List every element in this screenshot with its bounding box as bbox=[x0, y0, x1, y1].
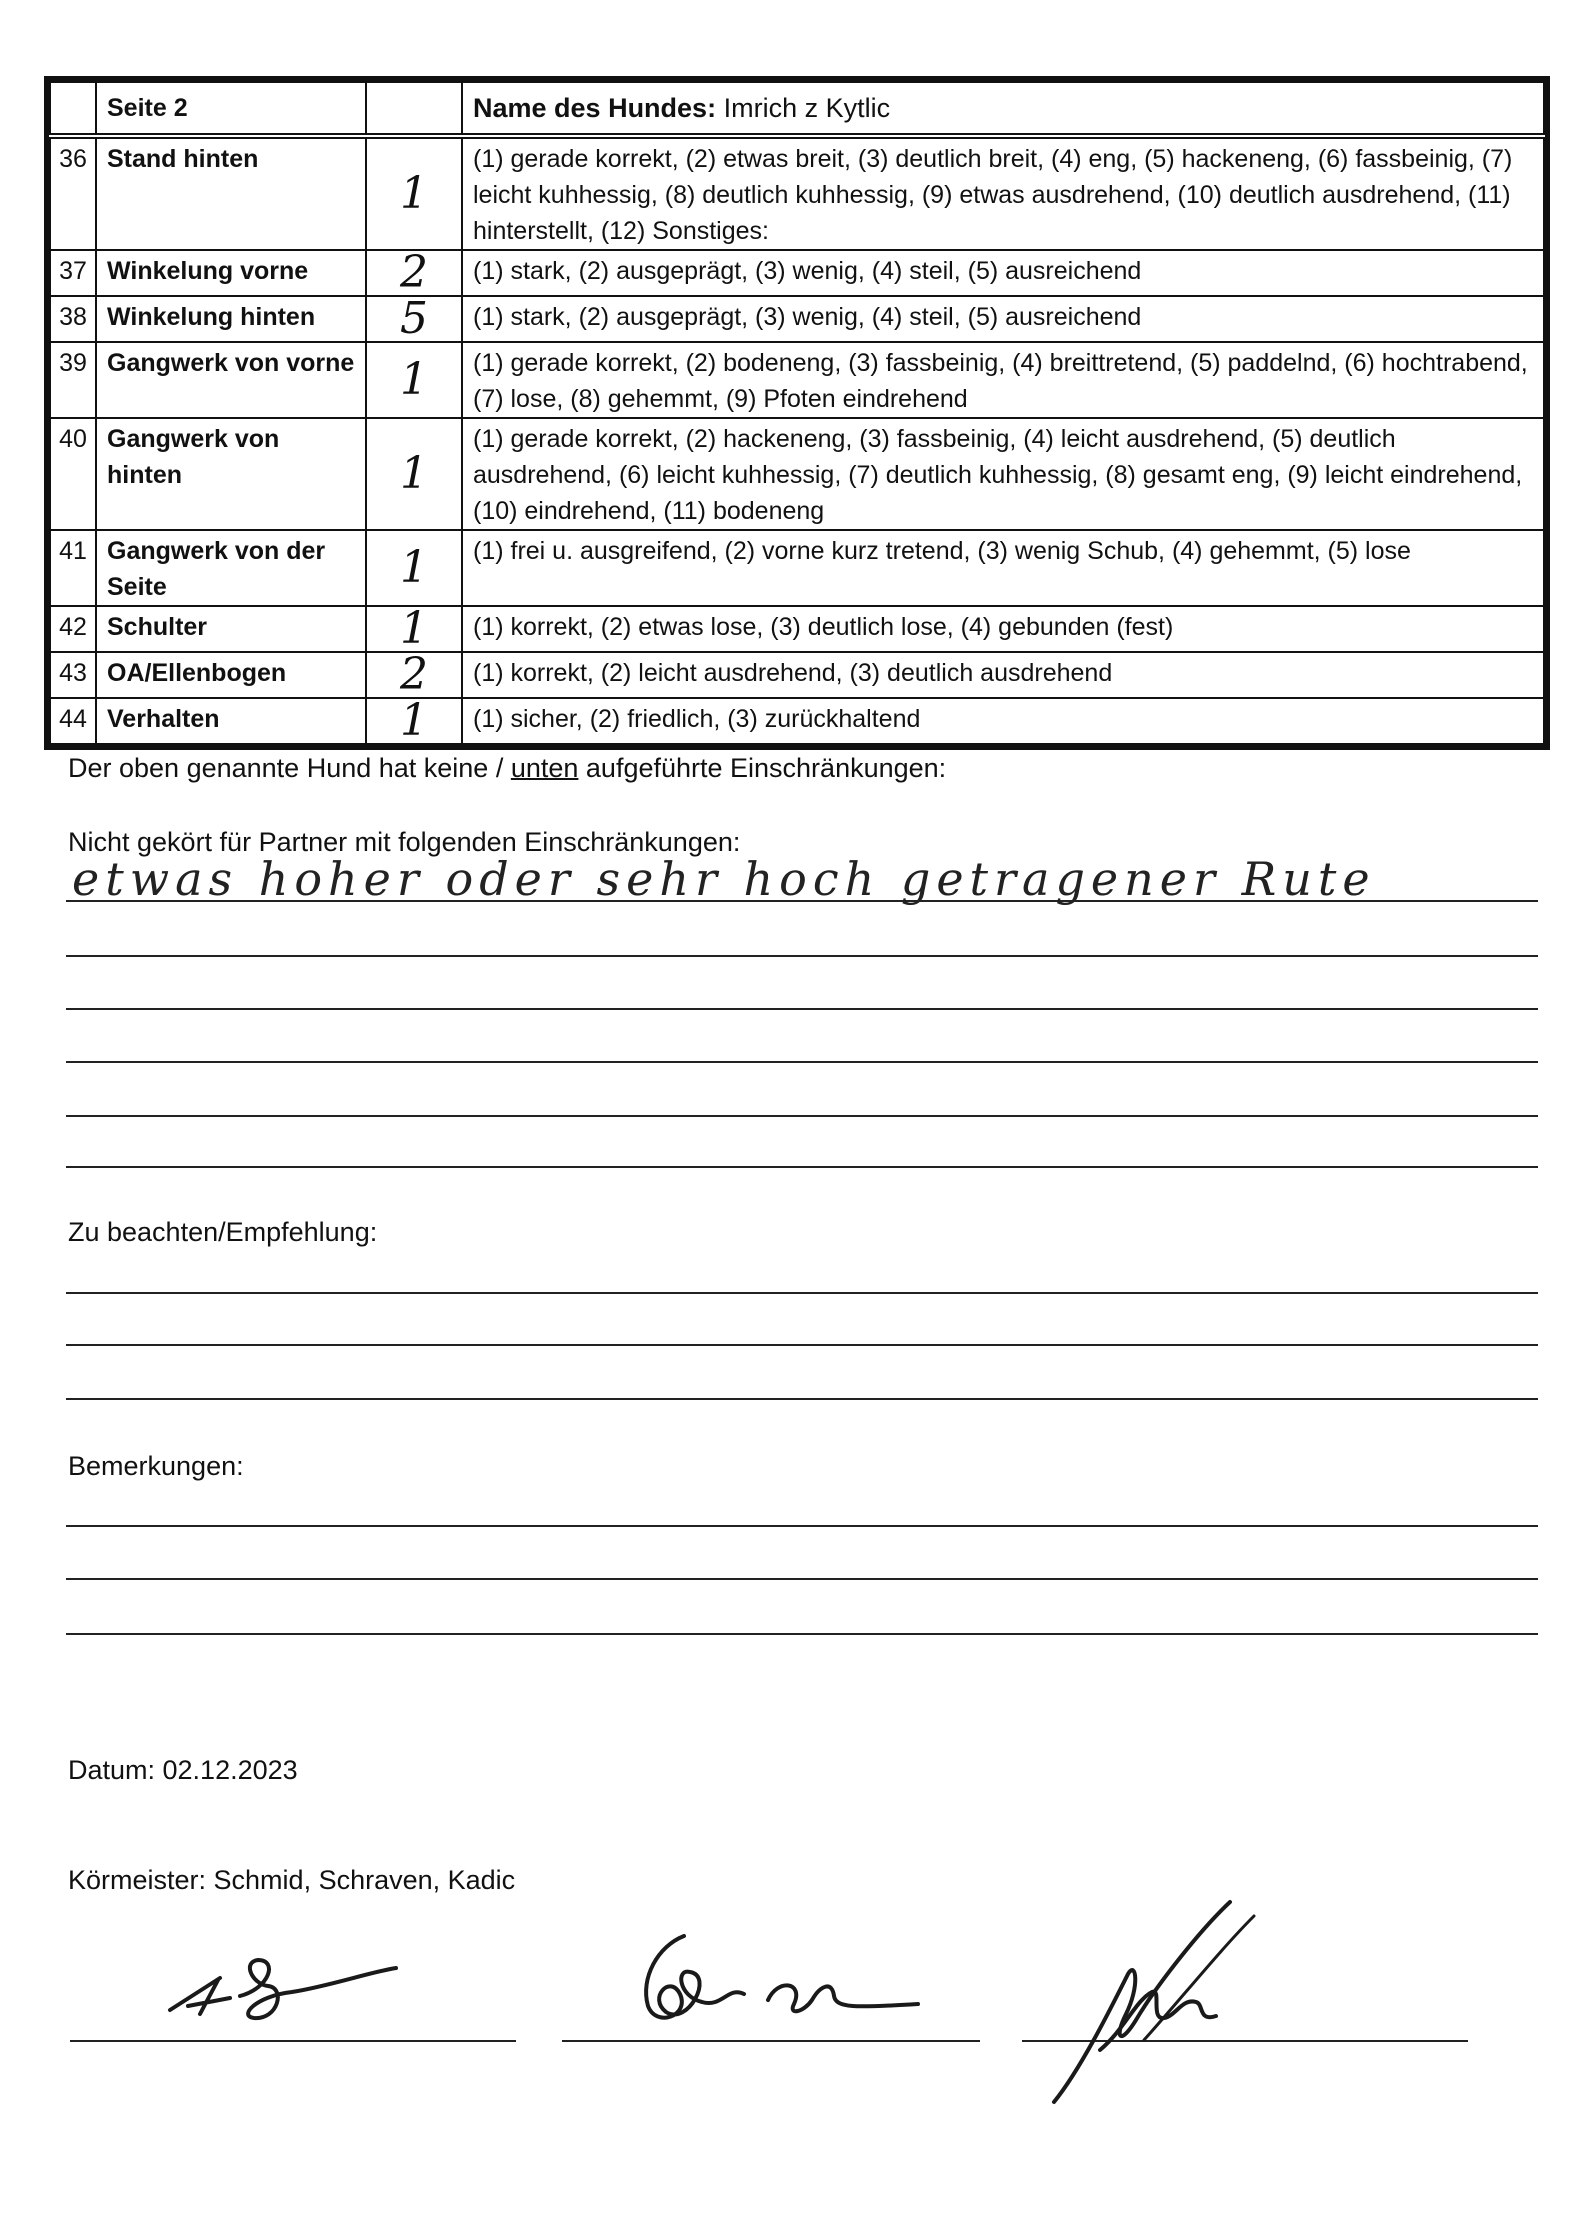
restriction-line-6[interactable] bbox=[66, 1166, 1538, 1168]
criterion-label: Gangwerk von vorne bbox=[96, 342, 366, 418]
dog-name-label: Name des Hundes: bbox=[473, 93, 717, 123]
options-text: (1) korrekt, (2) leicht ausdrehend, (3) deutlich ausdrehend bbox=[462, 652, 1544, 698]
score-field[interactable]: 5 bbox=[366, 296, 462, 342]
remarks-line-1[interactable] bbox=[66, 1525, 1538, 1527]
table-row bbox=[50, 698, 1544, 744]
criterion-label: Schulter bbox=[96, 606, 366, 652]
options-text: (1) gerade korrekt, (2) hackeneng, (3) fassbeinig, (4) leicht ausdrehend, (5) deutlich ausdrehend, (6) leicht kuhhessig, (7) deutlich kuhhessig, (8) gesamt eng, (9) leicht eindrehend, (10) eindrehend, (11) bodeneng bbox=[462, 418, 1544, 530]
options-text: (1) sicher, (2) friedlich, (3) zurückhaltend bbox=[462, 698, 1544, 744]
table-row bbox=[50, 136, 1544, 250]
criterion-label: OA/Ellenbogen bbox=[96, 652, 366, 698]
recommendation-line-3[interactable] bbox=[66, 1398, 1538, 1400]
restriction-line-1[interactable] bbox=[66, 900, 1538, 902]
signature-1-icon bbox=[160, 1938, 420, 2028]
row-number: 44 bbox=[50, 698, 96, 744]
recommendation-line-1[interactable] bbox=[66, 1292, 1538, 1294]
score-field[interactable]: 2 bbox=[366, 250, 462, 296]
date-label: Datum: 02.12.2023 bbox=[68, 1755, 298, 1785]
handwritten-restriction[interactable]: etwas hoher oder sehr hoch getragener Rute bbox=[72, 852, 1376, 906]
score-field[interactable]: 1 bbox=[366, 606, 462, 652]
restrictions-statement bbox=[68, 752, 946, 784]
remarks-line-2[interactable] bbox=[66, 1578, 1538, 1580]
criterion-label: Verhalten bbox=[96, 698, 366, 744]
criterion-label: Gangwerk von hinten bbox=[96, 418, 366, 530]
row-number: 43 bbox=[50, 652, 96, 698]
header-blank-num bbox=[50, 82, 96, 136]
criterion-label: Winkelung hinten bbox=[96, 296, 366, 342]
options-text: (1) korrekt, (2) etwas lose, (3) deutlich lose, (4) gebunden (fest) bbox=[462, 606, 1544, 652]
header-blank-value bbox=[366, 82, 462, 136]
judges-label: Körmeister: Schmid, Schraven, Kadic bbox=[68, 1865, 516, 1895]
row-number: 42 bbox=[50, 606, 96, 652]
score-field[interactable]: 1 bbox=[366, 698, 462, 744]
table-row bbox=[50, 606, 1544, 652]
options-text: (1) frei u. ausgreifend, (2) vorne kurz tretend, (3) wenig Schub, (4) gehemmt, (5) lose bbox=[462, 530, 1544, 606]
recommendation-line-2[interactable] bbox=[66, 1344, 1538, 1346]
restriction-line-2[interactable] bbox=[66, 955, 1538, 957]
score-field[interactable]: 1 bbox=[366, 342, 462, 418]
not-approved-label: Nicht gekört für Partner mit folgenden Einschränkungen: bbox=[68, 827, 741, 857]
options-text: (1) stark, (2) ausgeprägt, (3) wenig, (4) steil, (5) ausreichend bbox=[462, 296, 1544, 342]
restriction-line-3[interactable] bbox=[66, 1008, 1538, 1010]
table-row bbox=[50, 418, 1544, 530]
page-label: Seite 2 bbox=[96, 82, 366, 136]
row-number: 38 bbox=[50, 296, 96, 342]
restriction-line-4[interactable] bbox=[66, 1061, 1538, 1063]
signature-2-icon bbox=[618, 1916, 938, 2034]
score-field[interactable]: 2 bbox=[366, 652, 462, 698]
criterion-label: Gangwerk von der Seite bbox=[96, 530, 366, 606]
restrictions-statement-underlined: unten bbox=[510, 753, 579, 783]
options-text: (1) gerade korrekt, (2) bodeneng, (3) fassbeinig, (4) breittretend, (5) paddelnd, (6) hochtrabend, (7) lose, (8) gehemmt, (9) Pfoten eindrehend bbox=[462, 342, 1544, 418]
restrictions-statement-start: Der oben genannte Hund hat keine / bbox=[68, 753, 511, 783]
recommendation-label: Zu beachten/Empfehlung: bbox=[68, 1217, 378, 1247]
signature-line-2[interactable] bbox=[562, 2040, 980, 2042]
restrictions-statement-end: aufgeführte Einschränkungen: bbox=[578, 753, 947, 783]
row-number: 36 bbox=[50, 136, 96, 250]
signature-3-icon bbox=[1040, 1890, 1340, 2120]
criterion-label: Stand hinten bbox=[96, 136, 366, 250]
dog-name: Imrich z Kytlic bbox=[723, 93, 891, 123]
row-number: 39 bbox=[50, 342, 96, 418]
row-number: 40 bbox=[50, 418, 96, 530]
row-number: 41 bbox=[50, 530, 96, 606]
score-field[interactable]: 1 bbox=[366, 530, 462, 606]
evaluation-table bbox=[44, 76, 1550, 750]
restriction-line-5[interactable] bbox=[66, 1115, 1538, 1117]
remarks-label: Bemerkungen: bbox=[68, 1451, 244, 1481]
table-row bbox=[50, 296, 1544, 342]
score-field[interactable]: 1 bbox=[366, 136, 462, 250]
options-text: (1) gerade korrekt, (2) etwas breit, (3) deutlich breit, (4) eng, (5) hackeneng, (6) fassbeinig, (7) leicht kuhhessig, (8) deutlich kuhhessig, (9) etwas ausdrehend, (10) deutlich ausdrehend, (11) hinterstellt, (12) Sonstiges: bbox=[462, 136, 1544, 250]
score-field[interactable]: 1 bbox=[366, 418, 462, 530]
dog-name-cell bbox=[462, 82, 1544, 136]
options-text: (1) stark, (2) ausgeprägt, (3) wenig, (4) steil, (5) ausreichend bbox=[462, 250, 1544, 296]
remarks-line-3[interactable] bbox=[66, 1633, 1538, 1635]
table-row bbox=[50, 250, 1544, 296]
row-number: 37 bbox=[50, 250, 96, 296]
table-header-row bbox=[50, 82, 1544, 136]
table-row bbox=[50, 530, 1544, 606]
signature-line-1[interactable] bbox=[70, 2040, 516, 2042]
criterion-label: Winkelung vorne bbox=[96, 250, 366, 296]
table-row bbox=[50, 652, 1544, 698]
table-row bbox=[50, 342, 1544, 418]
